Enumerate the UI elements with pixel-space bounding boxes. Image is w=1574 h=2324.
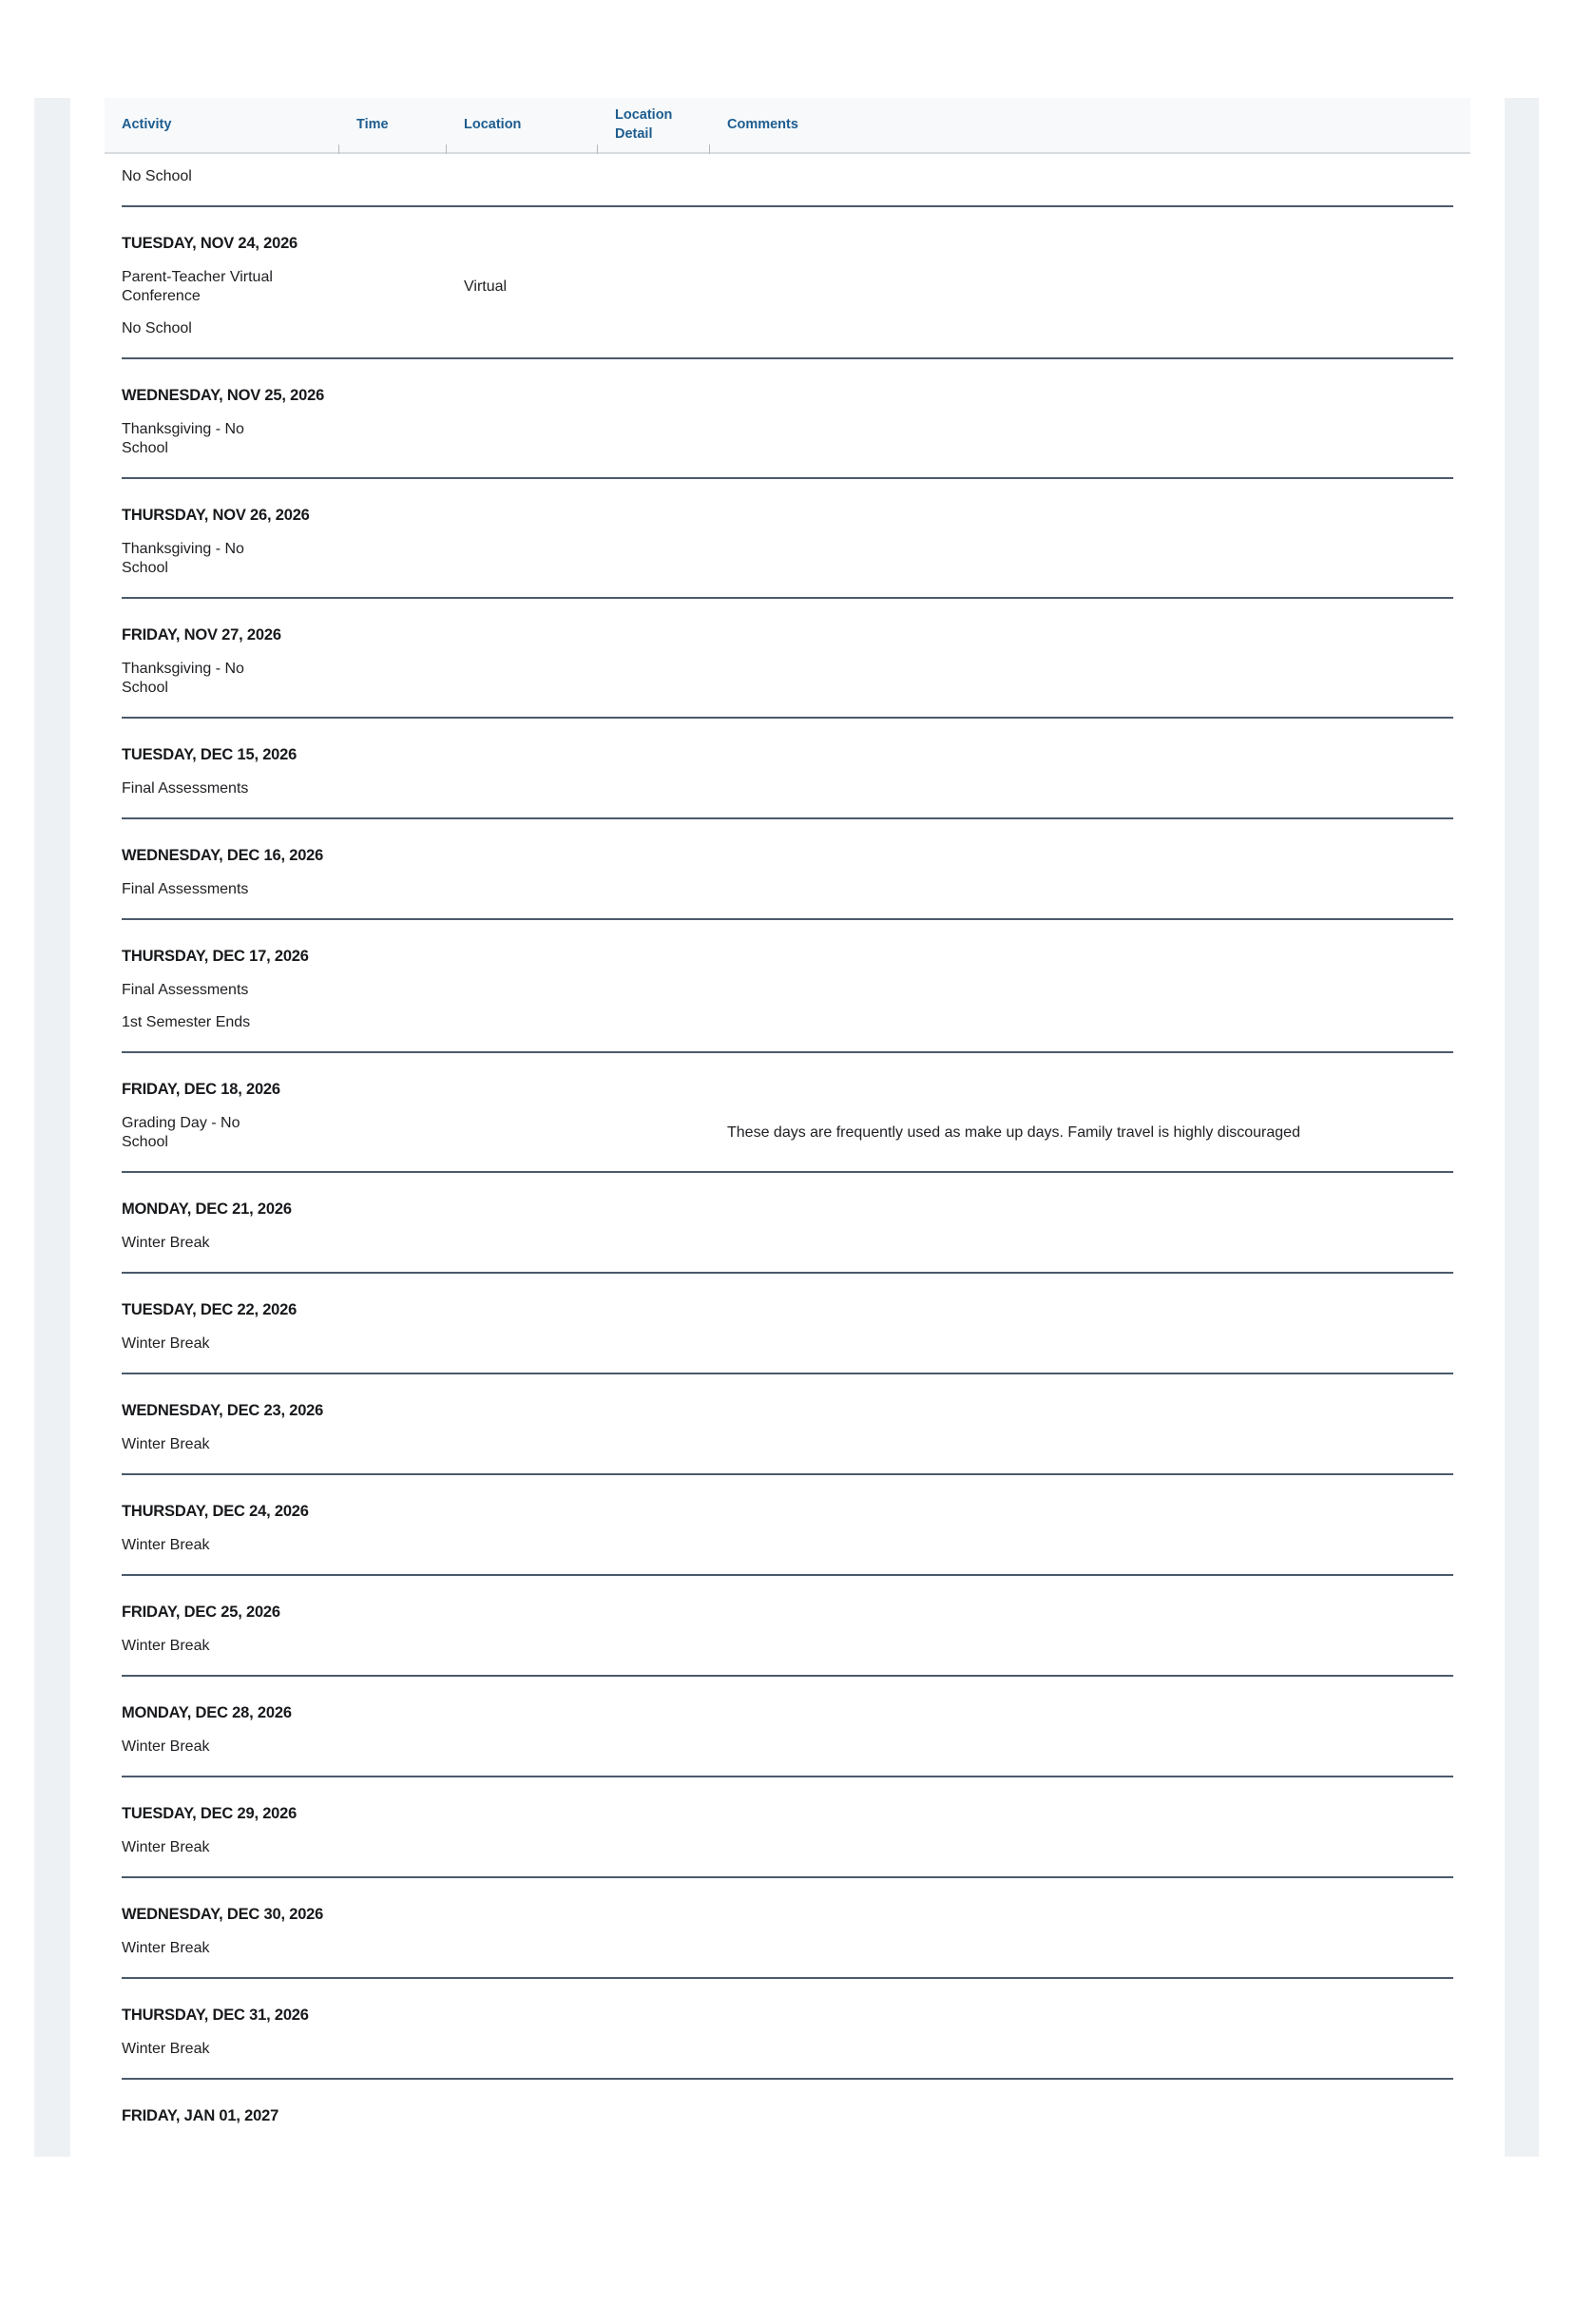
cell-location	[447, 1529, 598, 1562]
date-header: THURSDAY, DEC 17, 2026	[122, 947, 309, 965]
activity-text: 1st Semester Ends	[122, 1013, 251, 1030]
cell-time	[339, 153, 447, 193]
section-separator-cell	[105, 1763, 1470, 1777]
date-header: WEDNESDAY, NOV 25, 2026	[122, 386, 325, 404]
cell-location-detail	[598, 313, 710, 345]
calendar-card	[70, 98, 1505, 2157]
event-row	[105, 653, 1470, 704]
date-header-row	[105, 599, 1470, 653]
cell-activity	[105, 1328, 339, 1360]
cell-location-detail	[598, 2033, 710, 2065]
event-row	[105, 773, 1470, 805]
cell-location	[447, 1630, 598, 1662]
event-row	[105, 1832, 1470, 1864]
cell-comments	[710, 1328, 1470, 1360]
section-separator-cell	[105, 1562, 1470, 1576]
cell-time	[339, 1429, 447, 1461]
cell-comments	[710, 313, 1470, 345]
date-header-row	[105, 719, 1470, 773]
cell-location	[447, 1429, 598, 1461]
event-row	[105, 261, 1470, 313]
cell-time	[339, 1227, 447, 1259]
section-separator-cell	[105, 193, 1470, 207]
section-separator-cell	[105, 1662, 1470, 1677]
section-separator-cell	[105, 1864, 1470, 1878]
cell-location: Virtual	[464, 278, 508, 295]
cell-time	[339, 1107, 447, 1159]
column-header-time: Time	[339, 98, 447, 153]
event-row	[105, 1328, 1470, 1360]
cell-activity	[105, 153, 339, 193]
column-header-activity: Activity	[105, 98, 339, 153]
cell-comments	[710, 261, 1470, 313]
section-separator-row	[105, 1763, 1470, 1777]
cell-location-detail	[598, 1932, 710, 1965]
date-header-row	[105, 920, 1470, 974]
cell-location-detail	[598, 1832, 710, 1864]
date-header: THURSDAY, DEC 24, 2026	[122, 1502, 309, 1520]
activity-text: Winter Break	[122, 1838, 210, 1855]
cell-location	[447, 874, 598, 906]
activity-text: Grading Day - No School	[122, 1114, 240, 1150]
date-header: FRIDAY, DEC 25, 2026	[122, 1603, 280, 1621]
section-separator-row	[105, 1039, 1470, 1053]
event-row	[105, 1007, 1470, 1039]
cell-comments	[710, 1630, 1470, 1662]
cell-comments	[710, 1832, 1470, 1864]
section-separator-row	[105, 906, 1470, 920]
date-header-row	[105, 1374, 1470, 1429]
section-separator-row	[105, 193, 1470, 207]
cell-comments	[710, 533, 1470, 585]
cell-comments	[710, 1932, 1470, 1965]
activity-text: No School	[122, 319, 192, 336]
activity-text: Winter Break	[122, 1939, 210, 1956]
date-header-row	[105, 1274, 1470, 1328]
cell-location	[447, 653, 598, 704]
cell-location-detail	[598, 1731, 710, 1763]
cell-location	[447, 413, 598, 465]
date-header: WEDNESDAY, DEC 23, 2026	[122, 1401, 324, 1419]
section-separator-cell	[105, 704, 1470, 719]
cell-time	[339, 974, 447, 1007]
cell-location-detail	[598, 1007, 710, 1039]
event-row	[105, 1529, 1470, 1562]
activity-text: Winter Break	[122, 2040, 210, 2057]
event-row	[105, 1227, 1470, 1259]
cell-time	[339, 413, 447, 465]
date-header: MONDAY, DEC 21, 2026	[122, 1200, 292, 1218]
section-separator-row	[105, 465, 1470, 479]
cell-location	[447, 1007, 598, 1039]
event-row	[105, 1107, 1470, 1159]
cell-location	[447, 2033, 598, 2065]
cell-location	[447, 1932, 598, 1965]
cell-comments	[710, 974, 1470, 1007]
cell-location	[447, 153, 598, 193]
date-header-row	[105, 1777, 1470, 1832]
date-header-row	[105, 1173, 1470, 1227]
cell-time	[339, 1328, 447, 1360]
cell-activity	[105, 1630, 339, 1662]
column-header-comments: Comments	[710, 98, 1470, 153]
date-header: FRIDAY, JAN 01, 2027	[122, 2106, 279, 2124]
event-row	[105, 2033, 1470, 2065]
section-separator-cell	[105, 805, 1470, 819]
cell-location-detail	[598, 1227, 710, 1259]
cell-location-detail	[598, 413, 710, 465]
cell-activity	[105, 773, 339, 805]
date-header-row	[105, 1053, 1470, 1107]
activity-text: Winter Break	[122, 1536, 210, 1553]
activity-text: Winter Break	[122, 1637, 210, 1654]
date-header: TUESDAY, DEC 22, 2026	[122, 1300, 298, 1318]
cell-location-detail	[598, 261, 710, 313]
event-row	[105, 413, 1470, 465]
cell-time	[339, 653, 447, 704]
cell-comments	[710, 1007, 1470, 1039]
cell-location	[447, 533, 598, 585]
date-header: TUESDAY, DEC 15, 2026	[122, 745, 298, 763]
cell-activity	[105, 874, 339, 906]
cell-location-detail	[598, 1429, 710, 1461]
cell-time	[339, 1630, 447, 1662]
cell-location	[447, 1328, 598, 1360]
cell-activity	[105, 261, 339, 313]
event-row	[105, 313, 1470, 345]
cell-comments	[710, 1227, 1470, 1259]
section-separator-row	[105, 1461, 1470, 1475]
date-header: WEDNESDAY, DEC 16, 2026	[122, 846, 324, 864]
cell-activity	[105, 653, 339, 704]
section-separator-cell	[105, 465, 1470, 479]
cell-time	[339, 773, 447, 805]
cell-location	[447, 773, 598, 805]
cell-time	[339, 874, 447, 906]
cell-activity	[105, 1731, 339, 1763]
date-header-row	[105, 819, 1470, 874]
activities-table	[105, 98, 1470, 2134]
cell-location-detail	[598, 773, 710, 805]
cell-activity	[105, 1832, 339, 1864]
section-separator-cell	[105, 1360, 1470, 1374]
date-header: FRIDAY, DEC 18, 2026	[122, 1080, 280, 1098]
section-separator-cell	[105, 1259, 1470, 1274]
date-header: WEDNESDAY, DEC 30, 2026	[122, 1905, 324, 1923]
cell-location-detail	[598, 974, 710, 1007]
date-header-row	[105, 2080, 1470, 2134]
table-body	[105, 153, 1470, 2134]
cell-time	[339, 1932, 447, 1965]
cell-comments	[710, 1429, 1470, 1461]
date-header: THURSDAY, NOV 26, 2026	[122, 506, 310, 524]
section-separator-cell	[105, 1965, 1470, 1979]
cell-comments	[710, 2033, 1470, 2065]
event-row	[105, 153, 1470, 193]
date-header: THURSDAY, DEC 31, 2026	[122, 2006, 309, 2024]
activity-text: Parent-Teacher Virtual Conference	[122, 268, 273, 304]
cell-location-detail	[598, 1529, 710, 1562]
date-header: MONDAY, DEC 28, 2026	[122, 1703, 292, 1721]
section-separator-row	[105, 1259, 1470, 1274]
cell-location	[447, 1731, 598, 1763]
section-separator-row	[105, 2065, 1470, 2080]
cell-time	[339, 1731, 447, 1763]
event-row	[105, 1630, 1470, 1662]
section-separator-row	[105, 345, 1470, 359]
activity-text: No School	[122, 167, 192, 184]
section-separator-row	[105, 1360, 1470, 1374]
section-separator-row	[105, 805, 1470, 819]
date-header-row	[105, 1475, 1470, 1529]
section-separator-row	[105, 1965, 1470, 1979]
page-background-gutter	[34, 98, 1539, 2157]
cell-time	[339, 533, 447, 585]
cell-time	[339, 1529, 447, 1562]
cell-activity	[105, 1007, 339, 1039]
section-separator-cell	[105, 1039, 1470, 1053]
activity-text: Final Assessments	[122, 779, 249, 797]
section-separator-row	[105, 1662, 1470, 1677]
cell-location	[447, 1107, 598, 1159]
column-header-location-detail: Location Detail	[598, 98, 710, 153]
section-separator-cell	[105, 585, 1470, 599]
cell-comments: These days are frequently used as make up days. Family travel is highly discouraged	[727, 1124, 1300, 1141]
cell-time	[339, 1007, 447, 1039]
cell-location-detail	[598, 153, 710, 193]
cell-time	[339, 2033, 447, 2065]
activity-text: Thanksgiving - No School	[122, 420, 244, 456]
event-row	[105, 974, 1470, 1007]
cell-comments	[710, 773, 1470, 805]
event-row	[105, 874, 1470, 906]
activity-text: Thanksgiving - No School	[122, 660, 244, 696]
section-separator-cell	[105, 345, 1470, 359]
activity-text: Thanksgiving - No School	[122, 540, 244, 576]
section-separator-cell	[105, 2065, 1470, 2080]
cell-comments	[710, 413, 1470, 465]
cell-comments	[710, 653, 1470, 704]
date-header-row	[105, 1878, 1470, 1932]
cell-location-detail	[598, 1630, 710, 1662]
section-separator-row	[105, 585, 1470, 599]
cell-activity	[105, 313, 339, 345]
cell-activity	[105, 413, 339, 465]
column-header-location: Location	[447, 98, 598, 153]
section-separator-row	[105, 1562, 1470, 1576]
event-row	[105, 1932, 1470, 1965]
date-header-row	[105, 479, 1470, 533]
date-header-row	[105, 207, 1470, 261]
cell-location-detail	[598, 1328, 710, 1360]
date-header-row	[105, 1979, 1470, 2033]
cell-activity	[105, 1227, 339, 1259]
cell-activity	[105, 1429, 339, 1461]
cell-location	[447, 974, 598, 1007]
activity-text: Winter Break	[122, 1435, 210, 1452]
cell-activity	[105, 1932, 339, 1965]
date-header: TUESDAY, DEC 29, 2026	[122, 1804, 298, 1822]
section-separator-cell	[105, 1461, 1470, 1475]
date-header-row	[105, 359, 1470, 413]
cell-comments	[710, 1731, 1470, 1763]
cell-time	[339, 313, 447, 345]
date-header-row	[105, 1576, 1470, 1630]
cell-activity	[105, 1529, 339, 1562]
cell-activity	[105, 974, 339, 1007]
cell-time	[339, 261, 447, 313]
section-separator-row	[105, 704, 1470, 719]
date-header-row	[105, 1677, 1470, 1731]
section-separator-row	[105, 1159, 1470, 1173]
cell-activity	[105, 533, 339, 585]
activity-text: Winter Break	[122, 1335, 210, 1352]
date-header: FRIDAY, NOV 27, 2026	[122, 625, 281, 643]
activity-text: Winter Break	[122, 1234, 210, 1251]
activity-text: Winter Break	[122, 1738, 210, 1755]
event-row	[105, 533, 1470, 585]
cell-activity	[105, 2033, 339, 2065]
date-header: TUESDAY, NOV 24, 2026	[122, 234, 298, 252]
section-separator-cell	[105, 906, 1470, 920]
cell-location-detail	[598, 653, 710, 704]
cell-activity	[105, 1107, 339, 1159]
cell-comments	[710, 153, 1470, 193]
cell-location	[447, 1227, 598, 1259]
cell-time	[339, 1832, 447, 1864]
cell-location	[447, 1832, 598, 1864]
section-separator-row	[105, 1864, 1470, 1878]
cell-comments	[710, 874, 1470, 906]
cell-location-detail	[598, 874, 710, 906]
table-header	[105, 98, 1470, 153]
activity-text: Final Assessments	[122, 981, 249, 998]
table-header-row	[105, 98, 1470, 153]
cell-location	[447, 313, 598, 345]
cell-location-detail	[598, 1107, 710, 1159]
event-row	[105, 1731, 1470, 1763]
event-row	[105, 1429, 1470, 1461]
cell-comments	[710, 1529, 1470, 1562]
activity-text: Final Assessments	[122, 880, 249, 897]
section-separator-cell	[105, 1159, 1470, 1173]
cell-location-detail	[598, 533, 710, 585]
